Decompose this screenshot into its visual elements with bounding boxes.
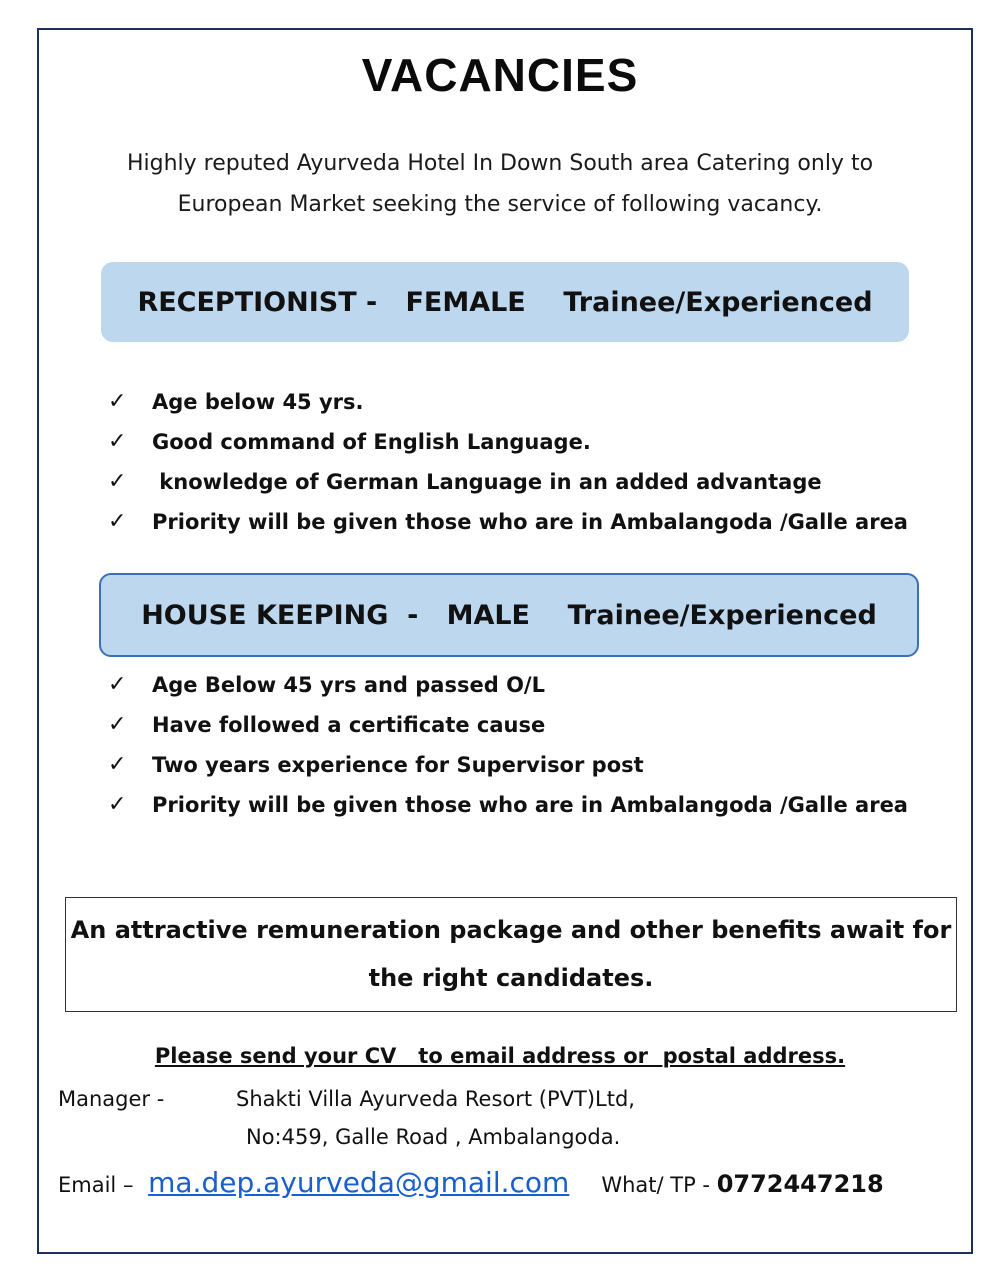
intro-line-2: European Market seeking the service of following vacancy. [177,192,823,217]
requirement-text: Have followed a certificate cause [152,713,546,737]
requirement-text: Priority will be given those who are in Ambalangoda /Galle area [152,510,908,534]
check-icon: ✓ [108,429,127,454]
position-heading-housekeeping: HOUSE KEEPING - MALE Trainee/Experienced [99,573,919,657]
requirement-text: Good command of English Language. [152,430,591,454]
check-icon: ✓ [108,792,127,817]
contact-line [58,1166,884,1199]
requirement-text: Age Below 45 yrs and passed O/L [152,673,545,697]
check-icon: ✓ [108,752,127,777]
requirement-text: Two years experience for Supervisor post [152,753,644,777]
check-icon: ✓ [108,712,127,737]
benefits-box [65,897,957,1012]
check-icon: ✓ [108,389,127,414]
requirement-text: Age below 45 yrs. [152,390,364,414]
email-link[interactable]: ma.dep.ayurveda@gmail.com [148,1166,570,1199]
phone-number: 0772447218 [716,1170,884,1198]
resort-name: Shakti Villa Ayurveda Resort (PVT)Ltd, [236,1087,635,1111]
email-label: Email – [58,1173,141,1197]
page-title: VACANCIES [361,49,639,101]
intro-text [80,143,920,225]
check-icon: ✓ [108,672,127,697]
phone-label: What/ TP - [601,1173,717,1197]
manager-label: Manager - [58,1087,165,1111]
benefits-line-1: An attractive remuneration package and other benefits await for [70,916,952,944]
send-cv-instruction: Please send your CV to email address or postal address. [154,1044,846,1068]
benefits-line-2: the right candidates. [368,964,654,992]
resort-street-address: No:459, Galle Road , Ambalangoda. [246,1125,621,1149]
check-icon: ✓ [108,509,127,534]
intro-line-1: Highly reputed Ayurveda Hotel In Down South area Catering only to [126,151,874,176]
requirement-text: knowledge of German Language in an added advantage [152,470,822,494]
position-heading-receptionist: RECEPTIONIST - FEMALE Trainee/Experienced [101,262,909,342]
requirement-text: Priority will be given those who are in Ambalangoda /Galle area [152,793,908,817]
check-icon: ✓ [108,469,127,494]
